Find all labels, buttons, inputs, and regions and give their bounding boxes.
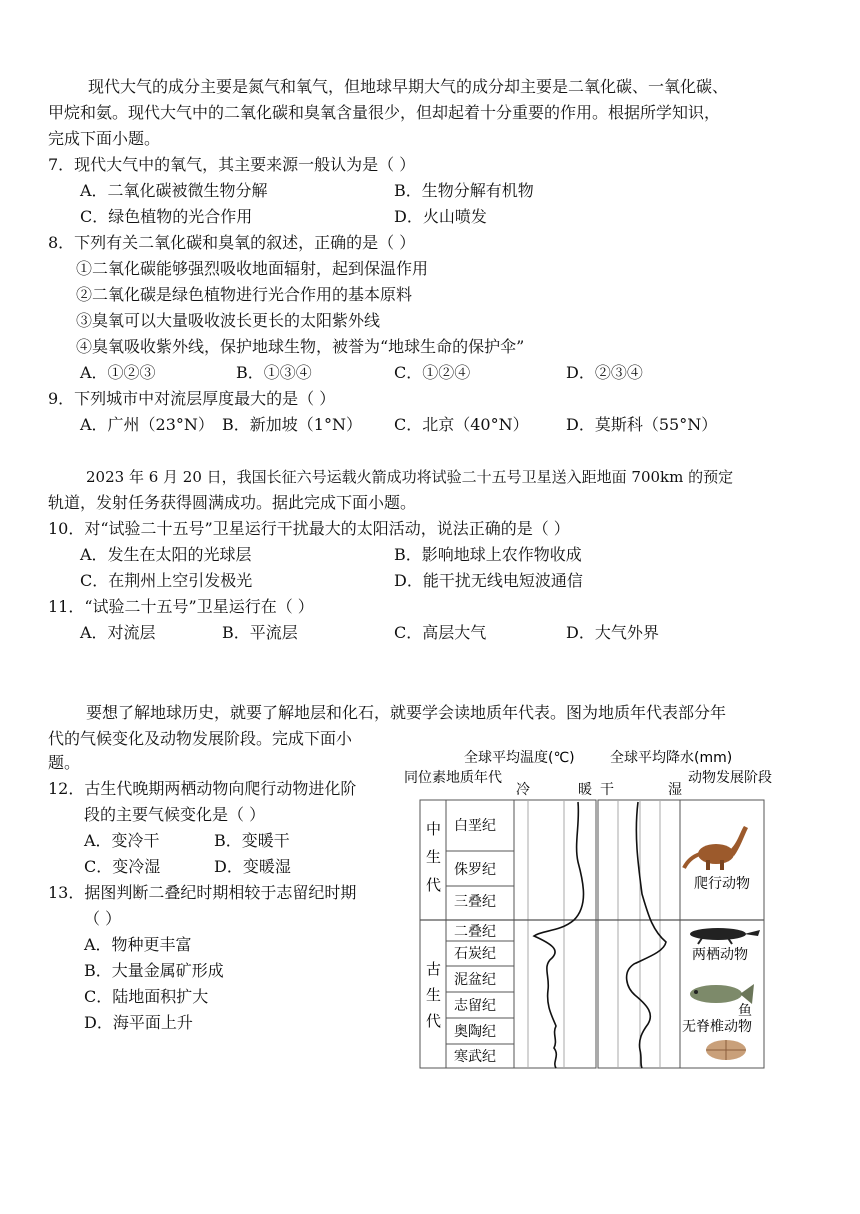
period-ordovician: 奥陶纪 — [454, 1024, 496, 1040]
animal-stage-header: 动物发展阶段 — [688, 770, 772, 786]
precipitation-header: 全球平均降水(mm) — [610, 750, 733, 766]
q8-statement-2: ②二氧化碳是绿色植物进行光合作用的基本原料 — [76, 285, 413, 304]
period-triassic: 三叠纪 — [454, 894, 496, 910]
q13-option-a: A．物种更丰富 — [84, 935, 192, 954]
q13-option-b: B．大量金属矿形成 — [84, 961, 224, 980]
period-jurassic: 侏罗纪 — [454, 862, 496, 878]
warm-label: 暖 — [578, 782, 592, 798]
fish-icon — [690, 984, 754, 1004]
q11-option-b: B．平流层 — [222, 623, 298, 642]
era-mesozoic-char2: 生 — [426, 848, 442, 866]
q10-option-d: D．能干扰无线电短波通信 — [394, 571, 583, 590]
era-paleozoic-char2: 生 — [426, 986, 442, 1004]
era-mesozoic-char3: 代 — [426, 876, 442, 894]
section3-intro-line2: 代的气候变化及动物发展阶段。完成下面小 — [48, 729, 353, 748]
q7-option-a: A．二氧化碳被微生物分解 — [80, 181, 268, 200]
era-paleozoic-char3: 代 — [426, 1012, 442, 1030]
section1-intro-line3: 完成下面小题。 — [48, 129, 161, 148]
q8-option-b: B．①③④ — [236, 363, 312, 382]
geologic-timescale-figure — [402, 744, 794, 1072]
q9-option-b: B．新加坡（1°N） — [222, 415, 362, 434]
q11-stem: 11．“试验二十五号”卫星运行在（ ） — [48, 597, 314, 616]
section2-intro-line1: 2023 年 6 月 20 日，我国长征六号运载火箭成功将试验二十五号卫星送入距地面 700km 的预定 — [86, 468, 734, 486]
q13-option-d: D．海平面上升 — [84, 1013, 193, 1032]
section1-intro-line2: 甲烷和氨。现代大气中的二氧化碳和臭氧含量很少，但却起着十分重要的作用。根据所学知识， — [48, 103, 721, 122]
q9-stem: 9．下列城市中对流层厚度最大的是（ ） — [48, 389, 336, 408]
q10-option-c: C．在荆州上空引发极光 — [80, 571, 253, 590]
q10-option-b: B．影响地球上农作物收成 — [394, 545, 582, 564]
period-permian: 二叠纪 — [454, 924, 496, 940]
period-cambrian: 寒武纪 — [454, 1049, 496, 1065]
animal-reptile-label: 爬行动物 — [694, 876, 750, 892]
wet-label: 湿 — [668, 782, 682, 798]
q9-option-a: A．广州（23°N） — [80, 415, 214, 434]
q11-option-a: A．对流层 — [80, 623, 156, 642]
q8-option-d: D．②③④ — [566, 363, 643, 382]
q7-option-b: B．生物分解有机物 — [394, 181, 534, 200]
q12-stem-line1: 12．古生代晚期两栖动物向爬行动物进化阶 — [48, 779, 357, 798]
section1-intro-line1: 现代大气的成分主要是氮气和氧气，但地球早期大气的成分却主要是二氧化碳、一氧化碳、 — [88, 77, 729, 96]
temperature-curve — [534, 802, 584, 1068]
trilobite-icon — [706, 1040, 746, 1060]
q12-stem-line2: 段的主要气候变化是（ ） — [84, 805, 266, 824]
cold-label: 冷 — [516, 782, 530, 798]
q8-stem: 8．下列有关二氧化碳和臭氧的叙述，正确的是（ ） — [48, 233, 416, 252]
q10-option-a: A．发生在太阳的光球层 — [80, 545, 252, 564]
period-cretaceous: 白垩纪 — [454, 818, 496, 834]
dinosaur-icon — [684, 826, 748, 870]
q8-statement-4: ④臭氧吸收紫外线，保护地球生物，被誉为“地球生命的保护伞” — [76, 337, 525, 356]
q8-statement-1: ①二氧化碳能够强烈吸收地面辐射，起到保温作用 — [76, 259, 429, 278]
section2-intro-line2: 轨道，发射任务获得圆满成功。据此完成下面小题。 — [48, 493, 417, 512]
q11-option-d: D．大气外界 — [566, 623, 659, 642]
period-devonian: 泥盆纪 — [454, 972, 496, 988]
amphibian-icon — [690, 928, 760, 944]
q7-option-c: C．绿色植物的光合作用 — [80, 207, 253, 226]
section3-intro-line1: 要想了解地球历史，就要了解地层和化石，就要学会读地质年代表。图为地质年代表部分年 — [86, 703, 727, 722]
q13-stem-line2: （ ） — [84, 909, 122, 928]
temperature-header: 全球平均温度(℃) — [464, 750, 575, 766]
q13-option-c: C．陆地面积扩大 — [84, 987, 209, 1006]
era-paleozoic-char1: 古 — [426, 960, 442, 978]
era-header: 同位素地质年代 — [404, 770, 502, 786]
q12-option-a: A．变冷干 — [84, 831, 160, 850]
q8-option-a: A．①②③ — [80, 363, 156, 382]
animal-fish-label: 鱼 — [738, 1003, 752, 1019]
section3-intro-line3: 题。 — [48, 753, 81, 772]
era-mesozoic-char1: 中 — [426, 820, 442, 838]
q8-option-c: C．①②④ — [394, 363, 471, 382]
animal-amphibian-label: 两栖动物 — [692, 947, 748, 963]
q9-option-c: C．北京（40°N） — [394, 415, 529, 434]
period-silurian: 志留纪 — [454, 998, 496, 1014]
q13-stem-line1: 13．据图判断二叠纪时期相较于志留纪时期 — [48, 883, 357, 902]
period-carboniferous: 石炭纪 — [454, 946, 496, 962]
q10-stem: 10．对“试验二十五号”卫星运行干扰最大的太阳活动，说法正确的是（ ） — [48, 519, 570, 538]
q12-option-d: D．变暖湿 — [214, 857, 291, 876]
animal-invertebrate-label: 无脊椎动物 — [682, 1019, 752, 1035]
q11-option-c: C．高层大气 — [394, 623, 487, 642]
q7-stem: 7．现代大气中的氧气，其主要来源一般认为是（ ） — [48, 155, 416, 174]
q12-option-b: B．变暖干 — [214, 831, 290, 850]
q12-option-c: C．变冷湿 — [84, 857, 161, 876]
q7-option-d: D．火山喷发 — [394, 207, 487, 226]
dry-label: 干 — [600, 782, 614, 798]
q8-statement-3: ③臭氧可以大量吸收波长更长的太阳紫外线 — [76, 311, 381, 330]
q9-option-d: D．莫斯科（55°N） — [566, 415, 718, 434]
